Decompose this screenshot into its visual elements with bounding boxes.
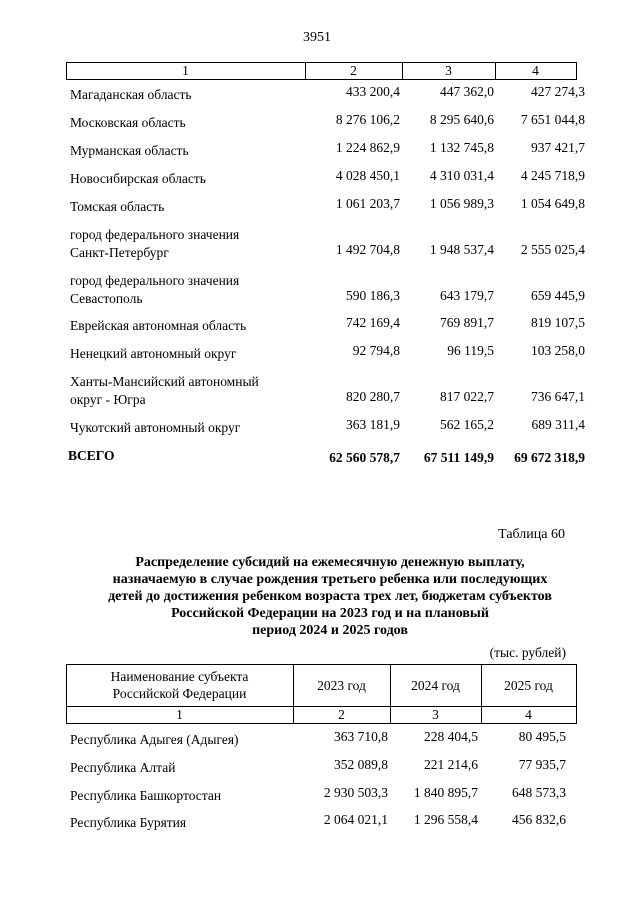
value-col2: 433 200,4 bbox=[346, 84, 400, 99]
col-number-3: 3 bbox=[432, 707, 439, 722]
header-subject-line2: Российской Федерации bbox=[112, 686, 247, 701]
region-name: Томская область bbox=[70, 199, 165, 214]
value-col4: 4 245 718,9 bbox=[520, 168, 585, 183]
value-col4: 2 555 025,4 bbox=[520, 242, 585, 257]
region-name: Республика Башкортостан bbox=[70, 788, 222, 803]
value-2024: 228 404,5 bbox=[424, 729, 478, 744]
value-2025: 456 832,6 bbox=[512, 812, 566, 827]
value-col3: 562 165,2 bbox=[440, 417, 494, 432]
total-label: ВСЕГО bbox=[68, 448, 115, 463]
value-2025: 648 573,3 bbox=[512, 785, 566, 800]
table-title-line: Российской Федерации на 2023 год и на плановый bbox=[171, 606, 489, 621]
value-col3: 643 179,7 bbox=[440, 288, 494, 303]
value-col3: 447 362,0 bbox=[440, 84, 494, 99]
value-col4: 819 107,5 bbox=[531, 315, 585, 330]
value-col3: 1 948 537,4 bbox=[429, 242, 494, 257]
table-title-line: назначаемую в случае рождения третьего ребенка или последующих bbox=[112, 572, 548, 587]
region-name: Ненецкий автономный округ bbox=[70, 346, 237, 361]
header-subject-line1: Наименование субъекта bbox=[110, 669, 249, 684]
value-col2: 820 280,7 bbox=[346, 389, 400, 404]
region-name: Еврейская автономная область bbox=[70, 318, 247, 333]
value-2025: 80 495,5 bbox=[518, 729, 566, 744]
value-col3: 1 132 745,8 bbox=[429, 140, 494, 155]
value-col2: 742 169,4 bbox=[346, 315, 400, 330]
value-2024: 1 840 895,7 bbox=[413, 785, 478, 800]
region-name-line1: город федерального значения bbox=[70, 227, 240, 242]
value-col2: 1 224 862,9 bbox=[335, 140, 400, 155]
value-col2: 363 181,9 bbox=[346, 417, 400, 432]
table-title-line: детей до достижения ребенком возраста трех лет, бюджетам субъектов bbox=[108, 589, 552, 604]
value-2023: 363 710,8 bbox=[334, 729, 388, 744]
table-title-line: Распределение субсидий на ежемесячную денежную выплату, bbox=[135, 555, 525, 570]
region-name: Московская область bbox=[70, 115, 186, 130]
region-name: Республика Бурятия bbox=[70, 815, 187, 830]
header-2025: 2025 год bbox=[504, 678, 553, 693]
value-col2: 4 028 450,1 bbox=[335, 168, 400, 183]
col-number-4: 4 bbox=[525, 707, 532, 722]
value-col3: 8 295 640,6 bbox=[429, 112, 494, 127]
header-2023: 2023 год bbox=[317, 678, 366, 693]
value-col4: 689 311,4 bbox=[531, 417, 585, 432]
value-col2: 590 186,3 bbox=[346, 288, 400, 303]
region-name: Мурманская область bbox=[70, 143, 189, 158]
value-col3: 96 119,5 bbox=[447, 343, 494, 358]
table-title-line: период 2024 и 2025 годов bbox=[252, 623, 408, 638]
value-col3: 817 022,7 bbox=[440, 389, 494, 404]
page-number: 3951 bbox=[303, 30, 331, 45]
col-number-1: 1 bbox=[176, 707, 183, 722]
value-col3: 769 891,7 bbox=[440, 315, 494, 330]
col-number-1: 1 bbox=[182, 63, 189, 78]
col-number-2: 2 bbox=[350, 63, 357, 78]
region-name: Магаданская область bbox=[70, 87, 192, 102]
value-2023: 2 064 021,1 bbox=[323, 812, 388, 827]
value-col4: 1 054 649,8 bbox=[520, 196, 585, 211]
col-number-2: 2 bbox=[338, 707, 345, 722]
value-col2: 92 794,8 bbox=[352, 343, 400, 358]
region-name-line1: город федерального значения bbox=[70, 273, 240, 288]
total-col2: 62 560 578,7 bbox=[329, 450, 400, 465]
value-2023: 2 930 503,3 bbox=[323, 785, 388, 800]
total-col4: 69 672 318,9 bbox=[514, 450, 585, 465]
header-2024: 2024 год bbox=[411, 678, 460, 693]
value-col4: 427 274,3 bbox=[531, 84, 585, 99]
region-name: Новосибирская область bbox=[70, 171, 206, 186]
region-name: Республика Адыгея (Адыгея) bbox=[70, 732, 239, 747]
value-col4: 103 258,0 bbox=[531, 343, 585, 358]
region-name-line2: Санкт-Петербург bbox=[70, 245, 169, 260]
value-2023: 352 089,8 bbox=[334, 757, 388, 772]
col-number-4: 4 bbox=[532, 63, 539, 78]
table-label: Таблица 60 bbox=[498, 527, 565, 542]
total-col3: 67 511 149,9 bbox=[423, 450, 494, 465]
value-2025: 77 935,7 bbox=[518, 757, 566, 772]
value-col4: 659 445,9 bbox=[531, 288, 585, 303]
region-name: Республика Алтай bbox=[70, 760, 176, 775]
value-col4: 7 651 044,8 bbox=[520, 112, 585, 127]
value-col2: 1 061 203,7 bbox=[335, 196, 400, 211]
region-name-line2: округ - Югра bbox=[70, 392, 146, 407]
value-col4: 736 647,1 bbox=[531, 389, 585, 404]
value-col2: 8 276 106,2 bbox=[335, 112, 400, 127]
region-name-line2: Севастополь bbox=[70, 291, 143, 306]
value-col4: 937 421,7 bbox=[531, 140, 585, 155]
value-col3: 1 056 989,3 bbox=[429, 196, 494, 211]
value-col3: 4 310 031,4 bbox=[429, 168, 494, 183]
region-name-line1: Ханты-Мансийский автономный bbox=[70, 374, 259, 389]
region-name: Чукотский автономный округ bbox=[70, 420, 241, 435]
units-label: (тыс. рублей) bbox=[489, 645, 566, 660]
value-2024: 1 296 558,4 bbox=[413, 812, 478, 827]
col-number-3: 3 bbox=[445, 63, 452, 78]
value-2024: 221 214,6 bbox=[424, 757, 478, 772]
value-col2: 1 492 704,8 bbox=[335, 242, 400, 257]
